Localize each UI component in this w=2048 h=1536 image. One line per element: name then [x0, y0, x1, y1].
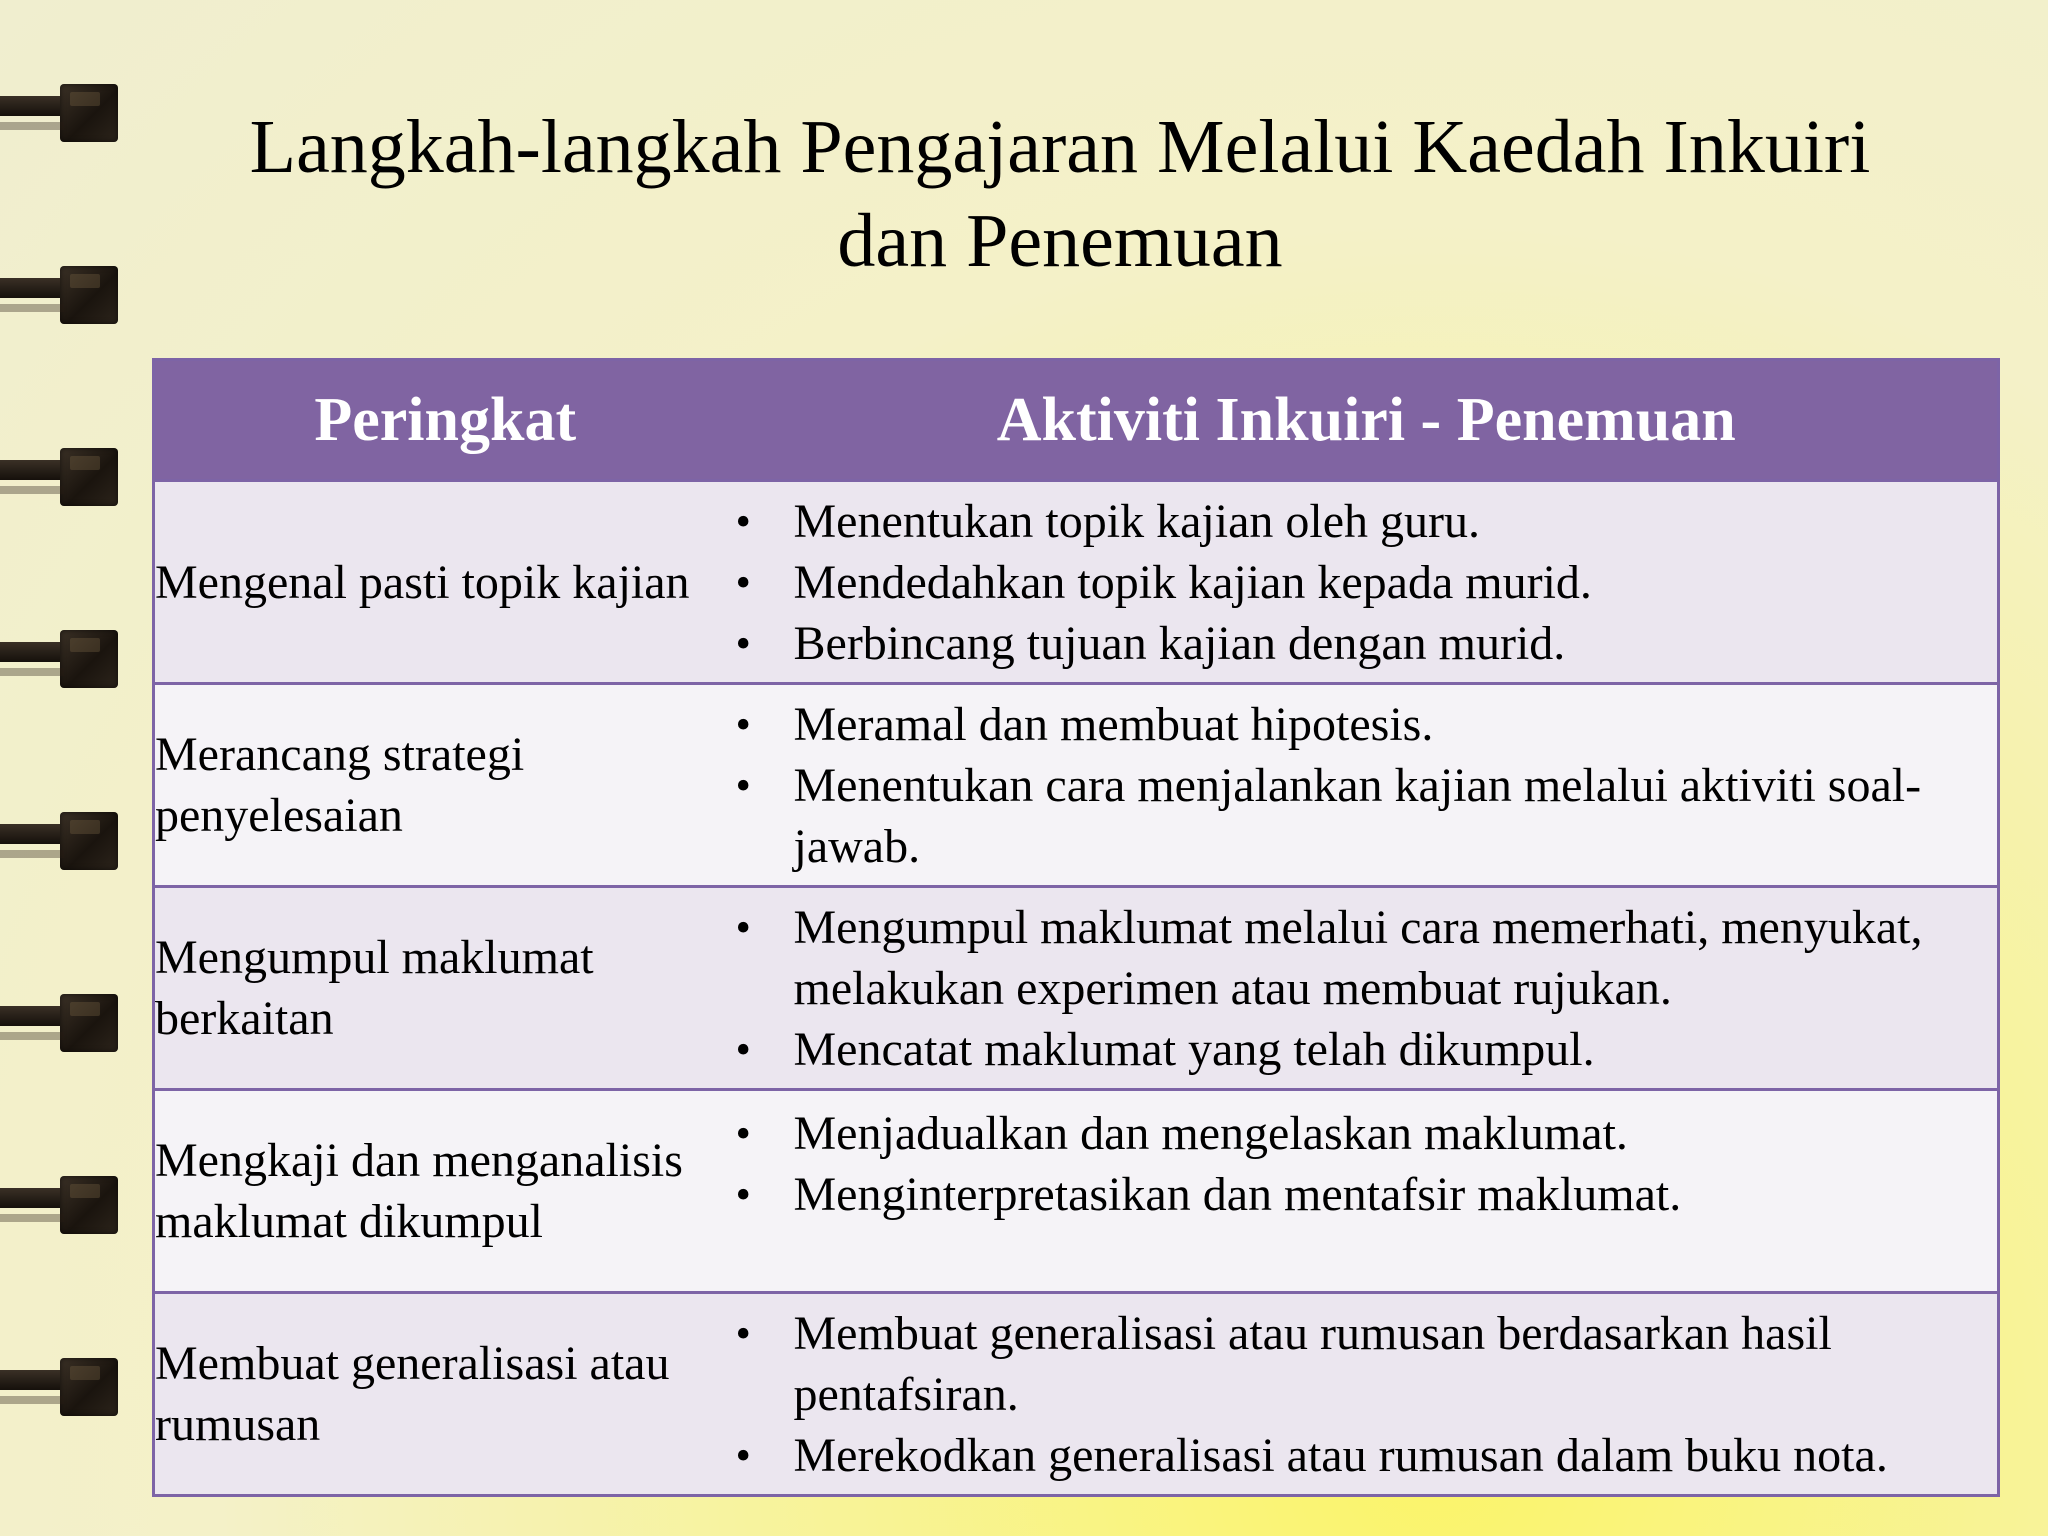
- binding-ring-icon: [0, 448, 118, 506]
- table-row: [154, 1293, 1999, 1496]
- activity-item: • Menentukan topik kajian oleh guru.: [736, 491, 1978, 552]
- activity-item: • Mendedahkan topik kajian kepada murid.: [736, 552, 1978, 613]
- stage-cell: Mengkaji dan menganalisis maklumat dikumpul: [154, 1090, 736, 1293]
- binding-ring-icon: [0, 994, 118, 1052]
- activity-item: • Menginterpretasikan dan mentafsir maklumat.: [736, 1164, 1978, 1225]
- header-activities: Aktiviti Inkuiri - Penemuan: [736, 360, 1999, 481]
- binding-ring-icon: [0, 1176, 118, 1234]
- activity-item: • Membuat generalisasi atau rumusan berdasarkan hasil pentafsiran.: [736, 1303, 1978, 1425]
- activity-item: • Meramal dan membuat hipotesis.: [736, 694, 1978, 755]
- table-row: [154, 1090, 1999, 1293]
- activity-list: [736, 1303, 1998, 1486]
- activities-cell: [736, 684, 1999, 887]
- table-row: [154, 684, 1999, 887]
- activity-item: • Mengumpul maklumat melalui cara memerhati, menyukat, melakukan experimen atau membuat rujukan.: [736, 897, 1978, 1019]
- binding-ring-icon: [0, 630, 118, 688]
- table-row: [154, 481, 1999, 684]
- activity-list: [736, 694, 1998, 877]
- activities-cell: [736, 1293, 1999, 1496]
- activities-cell: [736, 887, 1999, 1090]
- activity-item: • Menentukan cara menjalankan kajian melalui aktiviti soal-jawab.: [736, 755, 1978, 877]
- activities-cell: [736, 1090, 1999, 1293]
- stage-cell: Mengumpul maklumat berkaitan: [154, 887, 736, 1090]
- steps-table: [152, 358, 2000, 1497]
- activity-item: • Merekodkan generalisasi atau rumusan dalam buku nota.: [736, 1425, 1978, 1486]
- activity-list: [736, 1091, 1998, 1225]
- slide-title: [150, 100, 1970, 288]
- binding-ring-icon: [0, 84, 118, 142]
- stage-cell: Mengenal pasti topik kajian: [154, 481, 736, 684]
- binding-ring-icon: [0, 1358, 118, 1416]
- binding-ring-icon: [0, 812, 118, 870]
- activity-item: • Mencatat maklumat yang telah dikumpul.: [736, 1019, 1978, 1080]
- stage-cell: Merancang strategi penyelesaian: [154, 684, 736, 887]
- stage-cell: Membuat generalisasi atau rumusan: [154, 1293, 736, 1496]
- slide-title-line-1: Langkah-langkah Pengajaran Melalui Kaedah Inkuiri: [249, 105, 1871, 189]
- table-header-row: [154, 360, 1999, 481]
- activities-cell: [736, 481, 1999, 684]
- table-row: [154, 887, 1999, 1090]
- slide-title-line-2: dan Penemuan: [837, 199, 1283, 283]
- spiral-binding: [0, 0, 130, 1536]
- activity-item: • Berbincang tujuan kajian dengan murid.: [736, 613, 1978, 674]
- binding-ring-icon: [0, 266, 118, 324]
- activity-list: [736, 491, 1998, 674]
- header-stage: Peringkat: [154, 360, 736, 481]
- activity-list: [736, 897, 1998, 1080]
- activity-item: • Menjadualkan dan mengelaskan maklumat.: [736, 1103, 1978, 1164]
